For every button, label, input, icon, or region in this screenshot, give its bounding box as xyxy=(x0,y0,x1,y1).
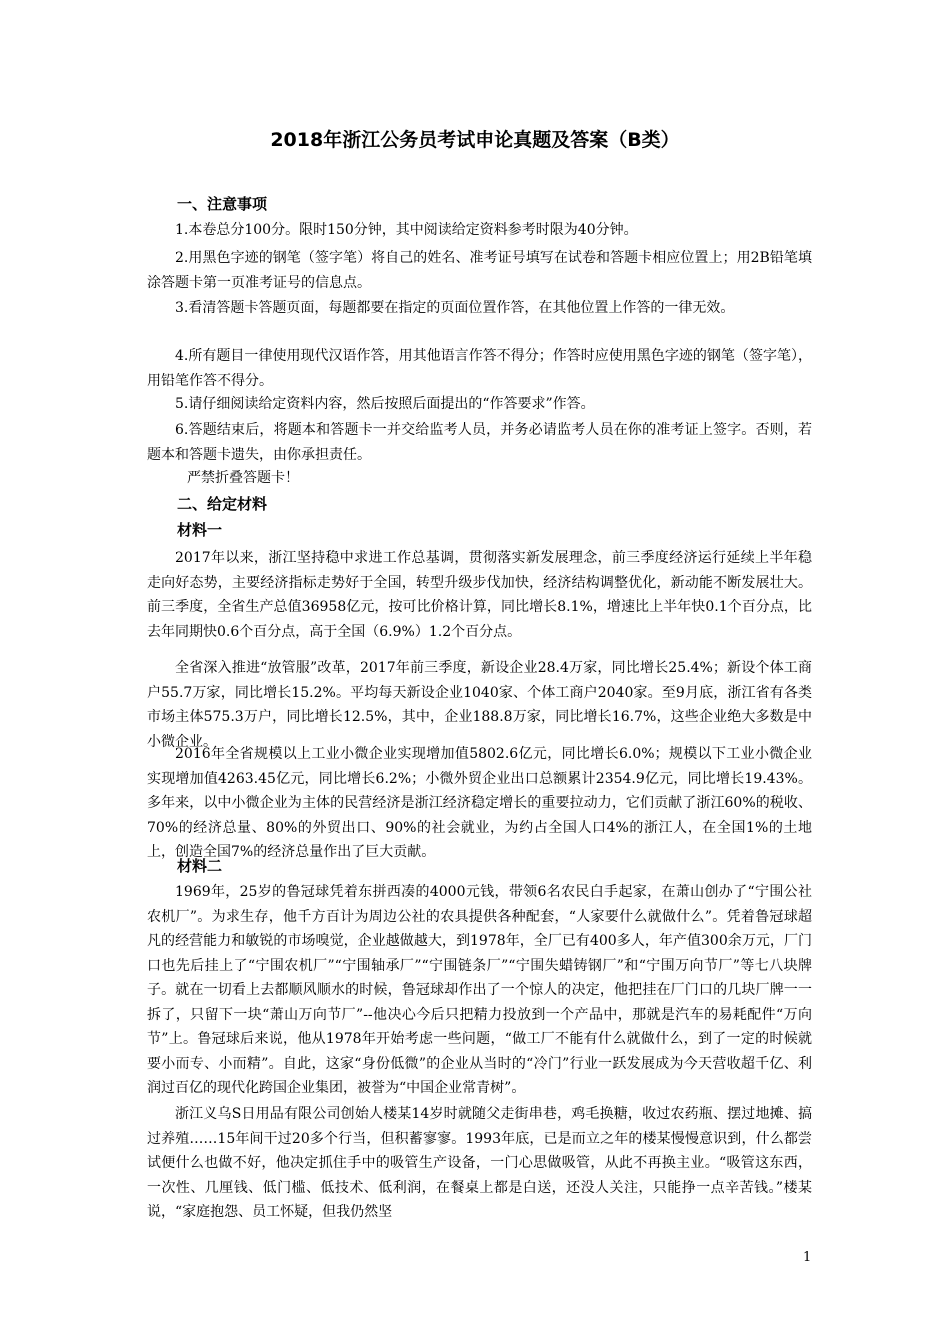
section-heading-materials: 二、给定材料 xyxy=(177,495,268,513)
material-heading: 材料一 xyxy=(177,521,223,539)
note-item: 2.用黑色字迹的钢笔（签字笔）将自己的姓名、准考证号填写在试卷和答题卡相应位置上；用2B铅笔填涂答题卡第一页准考证号的信息点。 xyxy=(147,250,812,291)
warning-note: 严禁折叠答题卡！ xyxy=(187,470,299,486)
material-paragraph: 浙江义乌S日用品有限公司创始人楼某14岁时就随父走街串巷，鸡毛换糖，收过农药瓶、摆过地摊、搞过养殖……15年间干过20多个行当，但积蓄寥寥。1993年底，已是而立之年的楼某慢慢意识到，什么都尝试便什么也做不好，他决定抓住手中的吸管生产设备，一门心思做吸管，从此不再换主业。“吸管这东西，一次性、几厘钱、低门槛、低技术、低利润，在餐桌上都是白送，还没人关注，只能挣一点辛苦钱。”楼某说，“家庭抱怨、员工怀疑，但我仍然坚 xyxy=(147,1106,812,1220)
note-item: 1.本卷总分100分。限时150分钟，其中阅读给定资料参考时限为40分钟。 xyxy=(175,222,638,238)
note-item: 5.请仔细阅读给定资料内容，然后按照后面提出的“作答要求”作答。 xyxy=(175,396,595,412)
note-item: 3.看清答题卡答题页面，每题都要在指定的页面位置作答，在其他位置上作答的一律无效。 xyxy=(175,300,735,316)
note-item: 4.所有题目一律使用现代汉语作答，用其他语言作答不得分；作答时应使用黑色字迹的钢笔（签字笔），用铅笔作答不得分。 xyxy=(147,348,812,389)
material-paragraph: 全省深入推进“放管服”改革，2017年前三季度，新设企业28.4万家，同比增长25.4%；新设个体工商户55.7万家，同比增长15.2%。平均每天新设企业1040家、个体工商户2040家。至9月底，浙江省有各类市场主体575.3万户，同比增长12.5%，其中，企业188.8万家，同比增长16.7%，这些企业绝大多数是中小微企业。 xyxy=(147,660,812,750)
material-heading: 材料二 xyxy=(177,857,223,875)
document-title: 2018年浙江公务员考试申论真题及答案（B类） xyxy=(270,129,680,151)
material-paragraph: 1969年，25岁的鲁冠球凭着东拼西凑的4000元钱，带领6名农民白手起家，在萧山创办了“宁围公社农机厂”。为求生存，他千方百计为周边公社的农具提供各种配套，“人家要什么就做什么”。凭着鲁冠球超凡的经营能力和敏锐的市场嗅觉，企业越做越大，到1978年，全厂已有400多人，年产值300余万元，厂门口也先后挂上了“宁围农机厂”“宁围轴承厂”“宁围链条厂”“宁围失蜡铸钢厂”和“宁围万向节厂”等七八块牌子。就在一切看上去都顺风顺水的时候，鲁冠球却作出了一个惊人的决定，他把挂在厂门口的几块厂牌一一拆了，只留下一块“萧山万向节厂”--他决心今后只把精力投放到一个产品中，那就是汽车的易耗配件“万向节”上。鲁冠球后来说，他从1978年开始考虑一些问题，“做工厂不能有什么就做什么，到了一定的时候就要小而专、小而精”。自此，这家“身份低微”的企业从当时的“冷门”行业一跃发展成为今天营收超千亿、利润过百亿的现代化跨国企业集团，被誉为“中国企业常青树”。 xyxy=(147,884,812,1096)
note-item: 6.答题结束后，将题本和答题卡一并交给监考人员，并务必请监考人员在你的准考证上签字。否则，若题本和答题卡遗失，由你承担责任。 xyxy=(147,422,812,463)
material-paragraph: 2016年全省规模以上工业小微企业实现增加值5802.6亿元，同比增长6.0%；规模以下工业小微企业实现增加值4263.45亿元，同比增长6.2%；小微外贸企业出口总额累计2354.9亿元，同比增长19.43%。多年来，以中小微企业为主体的民营经济是浙江经济稳定增长的重要拉动力，它们贡献了浙江60%的税收、70%的经济总量、80%的外贸出口、90%的社会就业，为约占全国人口4%的浙江人，在全国1%的土地上，创造全国7%的经济总量作出了巨大贡献。 xyxy=(147,746,812,860)
section-heading-notes: 一、注意事项 xyxy=(177,195,268,213)
page-number: 1 xyxy=(803,1250,812,1265)
material-paragraph: 2017年以来，浙江坚持稳中求进工作总基调，贯彻落实新发展理念，前三季度经济运行延续上半年稳走向好态势，主要经济指标走势好于全国，转型升级步伐加快，经济结构调整优化，新动能不断发展壮大。前三季度，全省生产总值36958亿元，按可比价格计算，同比增长8.1%，增速比上半年快0.1个百分点，比去年同期快0.6个百分点，高于全国（6.9%）1.2个百分点。 xyxy=(147,550,812,640)
